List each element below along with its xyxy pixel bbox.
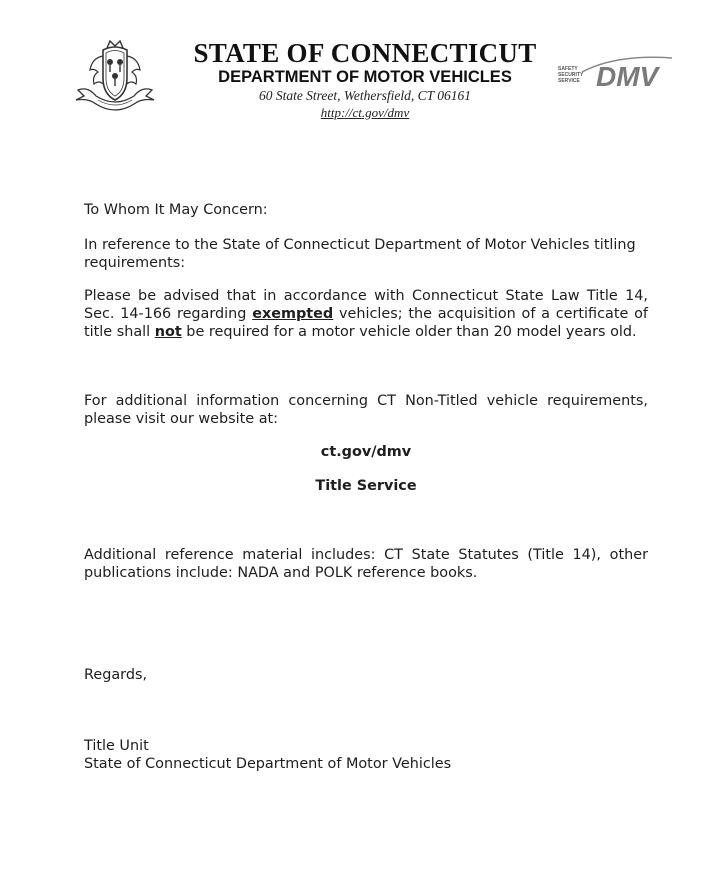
dmv-logo-tagline-3: SERVICE [558, 78, 580, 84]
dmv-logo-icon [556, 52, 676, 92]
closing: Regards, [84, 667, 148, 683]
department-name: DEPARTMENT OF MOTOR VEHICLES [218, 68, 512, 86]
paragraph-reference-material: Additional reference material includes: CT State Statutes (Title 14), other publications include: NADA and POLK reference books. [84, 547, 648, 581]
department-url-line [0, 105, 714, 121]
emphasis-exempted: exempted [252, 306, 334, 322]
letterhead [0, 0, 714, 140]
dmv-logo-tagline-1: SAFETY [558, 66, 578, 72]
department-url-link[interactable]: http://ct.gov/dmv [320, 105, 410, 120]
exemption-text-2: vehicles; the acquisition of a certificate of title shall [84, 306, 648, 340]
exemption-text-3: be required for a motor vehicle older than 20 model years old. [181, 324, 637, 340]
signature-department: State of Connecticut Department of Motor Vehicles [84, 756, 452, 772]
salutation: To Whom It May Concern: [84, 202, 268, 218]
paragraph-additional-info: For additional information concerning CT Non-Titled vehicle requirements, please visit our website at: [84, 393, 648, 427]
exemption-text-1: Please be advised that in accordance with Connecticut State Law Title 14, Sec. 14-166 regarding [84, 288, 648, 322]
state-title: STATE OF CONNECTICUT [193, 38, 537, 68]
link-title-service[interactable]: Title Service [315, 478, 417, 494]
emphasis-not: not [154, 324, 182, 340]
dmv-logo-tagline-2: SECURITY [558, 72, 584, 78]
paragraph-exemption-notice [84, 287, 648, 341]
signature-unit: Title Unit [84, 738, 149, 754]
department-address: 60 State Street, Wethersfield, CT 06161 [258, 88, 472, 103]
dmv-logo-text: DMV [596, 61, 659, 92]
paragraph-titling-reference: In reference to the State of Connecticut Department of Motor Vehicles titling requirements: [84, 237, 636, 271]
link-ct-gov-dmv[interactable]: ct.gov/dmv [320, 444, 412, 460]
